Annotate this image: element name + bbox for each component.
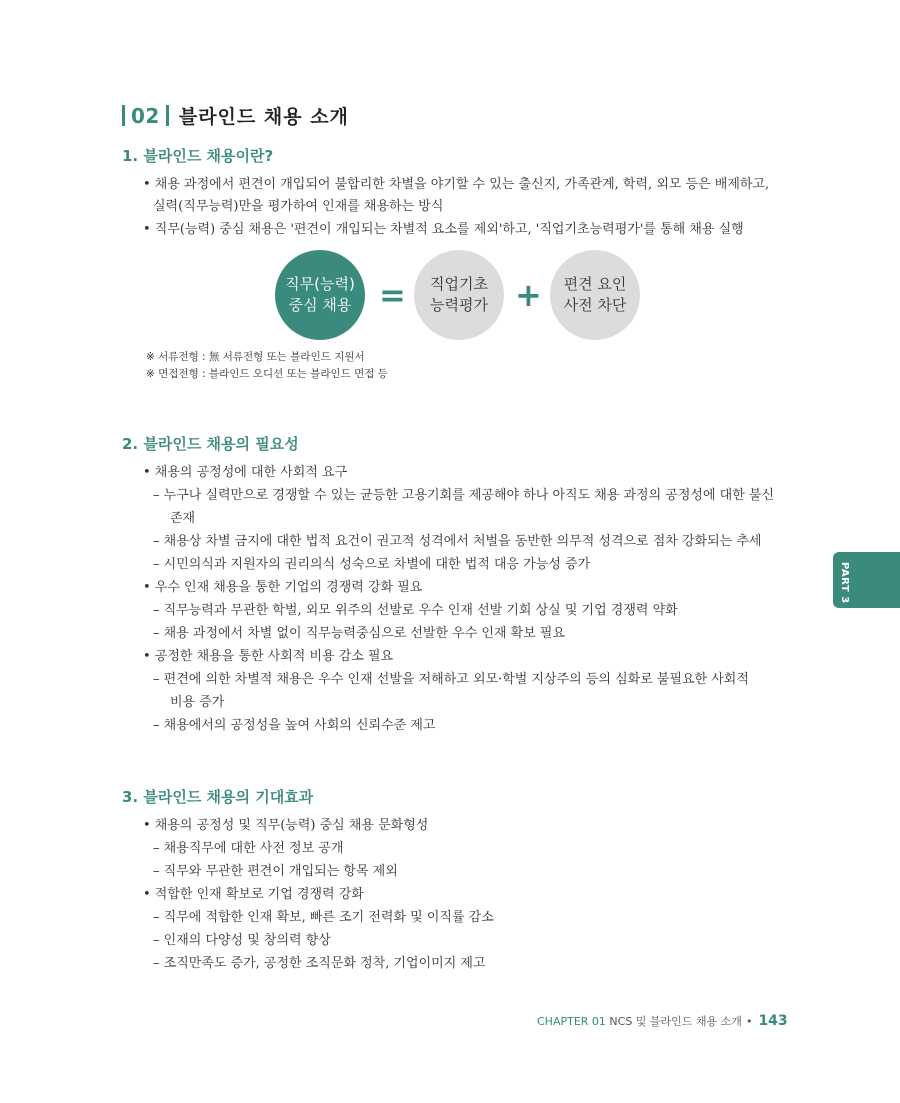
plus-sign: + xyxy=(515,276,542,314)
section2-line: • 공정한 채용을 통한 사회적 비용 감소 필요 xyxy=(143,649,394,664)
note-line: ※ 면접전형 : 블라인드 오디션 또는 블라인드 면접 등 xyxy=(146,368,388,380)
title-bar-left xyxy=(122,105,125,126)
section3-line: – 조직만족도 증가, 공정한 조직문화 정착, 기업이미지 제고 xyxy=(153,956,486,971)
note-line: ※ 서류전형 : 無 서류전형 또는 블라인드 지원서 xyxy=(146,351,365,363)
part-label: PART 3 xyxy=(839,562,850,604)
page-number: 143 xyxy=(758,1013,788,1029)
section2-line: 존재 xyxy=(170,511,196,526)
section3-line: – 직무와 무관한 편견이 개입되는 항목 제외 xyxy=(153,864,398,879)
diagram-circle-bias-block xyxy=(550,250,640,340)
page-footer xyxy=(537,1013,788,1029)
section1-line: 실력(직무능력)만을 평가하여 인재를 채용하는 방식 xyxy=(153,199,444,214)
section3-line: • 적합한 인재 확보로 기업 경쟁력 강화 xyxy=(143,887,364,902)
circle-label: 직무(능력) xyxy=(285,275,355,293)
section2-line: – 편견에 의한 차별적 채용은 우수 인재 선발을 저해하고 외모·학벌 지상주의 등의 심화로 불필요한 사회적 xyxy=(153,672,749,687)
part-side-tab xyxy=(833,552,900,608)
section2-line: 비용 증가 xyxy=(170,695,225,710)
section3-line: – 인재의 다양성 및 창의력 향상 xyxy=(153,933,331,948)
circle-label: 중심 채용 xyxy=(288,296,352,314)
section1-line: • 직무(능력) 중심 채용은 '편견이 개입되는 차별적 요소를 제외'하고, '직업기초능력평가'를 통해 채용 실행 xyxy=(143,222,744,237)
title-text: 블라인드 채용 소개 xyxy=(178,106,349,128)
diagram-circle-job-centered xyxy=(275,250,365,340)
footer-chapter-title: NCS 및 블라인드 채용 소개 xyxy=(609,1015,742,1028)
circle-label: 사전 차단 xyxy=(563,296,627,314)
section1-heading: 1. 블라인드 채용이란? xyxy=(122,147,274,165)
title-number: 02 xyxy=(131,103,160,128)
section2-line: • 채용의 공정성에 대한 사회적 요구 xyxy=(143,465,348,480)
section3-line: – 직무에 적합한 인재 확보, 빠른 조기 전력화 및 이직률 감소 xyxy=(153,910,494,925)
section3-line: • 채용의 공정성 및 직무(능력) 중심 채용 문화형성 xyxy=(143,818,429,833)
footer-chapter: CHAPTER 01 xyxy=(537,1015,606,1028)
section2-line: – 채용 과정에서 차별 없이 직무능력중심으로 선발한 우수 인재 확보 필요 xyxy=(153,626,566,641)
section3-heading: 3. 블라인드 채용의 기대효과 xyxy=(122,788,314,806)
page-title xyxy=(122,102,349,129)
section3-line: – 채용직무에 대한 사전 정보 공개 xyxy=(153,841,344,856)
circle-label: 직업기초 xyxy=(430,275,488,293)
equals-sign: = xyxy=(379,276,406,314)
circle-label: 편견 요인 xyxy=(563,275,627,293)
diagram-circle-basic-ability xyxy=(414,250,504,340)
section1-line: • 채용 과정에서 편견이 개입되어 불합리한 차별을 야기할 수 있는 출신지, 가족관계, 학력, 외모 등은 배제하고, xyxy=(143,177,770,192)
section2-line: – 시민의식과 지원자의 권리의식 성숙으로 차별에 대한 법적 대응 가능성 증가 xyxy=(153,557,591,572)
section2-line: – 채용에서의 공정성을 높여 사회의 신뢰수준 제고 xyxy=(153,718,436,733)
section2-heading: 2. 블라인드 채용의 필요성 xyxy=(122,435,299,453)
section2-line: – 누구나 실력만으로 경쟁할 수 있는 균등한 고용기회를 제공해야 하나 아직도 채용 과정의 공정성에 대한 불신 xyxy=(153,488,775,503)
section2-line: – 채용상 차별 금지에 대한 법적 요건이 권고적 성격에서 처벌을 동반한 의무적 성격으로 점차 강화되는 추세 xyxy=(153,534,762,549)
section2-line: • 우수 인재 채용을 통한 기업의 경쟁력 강화 필요 xyxy=(143,580,423,595)
footer-bullet: • xyxy=(745,1015,753,1028)
title-bar-right xyxy=(166,105,169,126)
circle-label: 능력평가 xyxy=(430,296,488,314)
section2-line: – 직무능력과 무관한 학벌, 외모 위주의 선발로 우수 인재 선발 기회 상실 및 기업 경쟁력 약화 xyxy=(153,603,678,618)
